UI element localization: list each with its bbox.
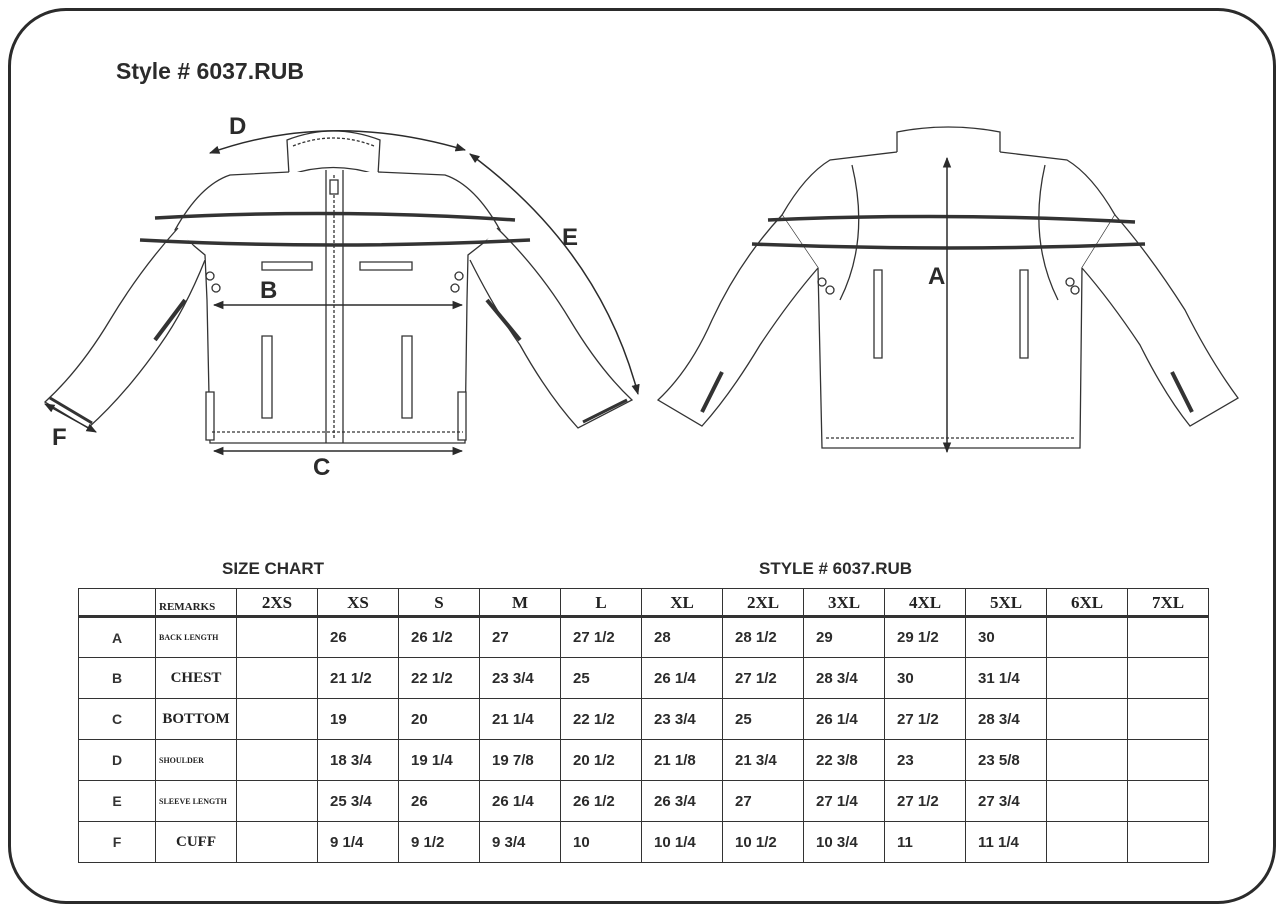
measurement-value: 26 bbox=[399, 781, 480, 822]
measurement-value: 23 bbox=[885, 740, 966, 781]
measurement-value: 30 bbox=[966, 617, 1047, 658]
label-a: A bbox=[928, 263, 946, 290]
table-row bbox=[79, 822, 1209, 863]
measurement-value bbox=[1128, 740, 1209, 781]
size-header: XS bbox=[318, 589, 399, 617]
measurement-value bbox=[237, 740, 318, 781]
measurement-value: 26 1/2 bbox=[399, 617, 480, 658]
measurement-value: 19 bbox=[318, 699, 399, 740]
measurement-value: 23 3/4 bbox=[642, 699, 723, 740]
style-title: Style # 6037.RUB bbox=[116, 58, 304, 84]
measurement-value bbox=[237, 617, 318, 658]
measurement-letter: B bbox=[79, 658, 156, 699]
measurement-letter: F bbox=[79, 822, 156, 863]
measurement-value bbox=[237, 822, 318, 863]
size-header: 3XL bbox=[804, 589, 885, 617]
measurement-value bbox=[1128, 781, 1209, 822]
size-header: L bbox=[561, 589, 642, 617]
size-header: XL bbox=[642, 589, 723, 617]
measurement-value: 28 1/2 bbox=[723, 617, 804, 658]
measurement-value: 10 bbox=[561, 822, 642, 863]
measurement-value: 9 1/2 bbox=[399, 822, 480, 863]
front-jacket bbox=[45, 131, 632, 443]
measurement-value: 26 1/4 bbox=[642, 658, 723, 699]
measurement-value: 28 3/4 bbox=[804, 658, 885, 699]
measurement-value bbox=[1047, 822, 1128, 863]
table-row bbox=[79, 617, 1209, 658]
measurement-value bbox=[1128, 699, 1209, 740]
corner-cell bbox=[79, 589, 156, 617]
measurement-value: 25 bbox=[561, 658, 642, 699]
table-row bbox=[79, 781, 1209, 822]
measurement-value: 20 1/2 bbox=[561, 740, 642, 781]
measurement-remark: BOTTOM bbox=[156, 699, 237, 740]
measurement-value: 10 1/2 bbox=[723, 822, 804, 863]
measurement-value bbox=[1047, 699, 1128, 740]
measurement-value: 27 1/2 bbox=[723, 658, 804, 699]
measurement-value: 28 bbox=[642, 617, 723, 658]
size-chart-table bbox=[78, 588, 1209, 863]
measurement-value bbox=[237, 781, 318, 822]
size-header: 2XS bbox=[237, 589, 318, 617]
measurement-letter: A bbox=[79, 617, 156, 658]
measurement-value: 23 5/8 bbox=[966, 740, 1047, 781]
measurement-value: 21 3/4 bbox=[723, 740, 804, 781]
measurement-value: 22 1/2 bbox=[399, 658, 480, 699]
label-f: F bbox=[52, 424, 67, 451]
measurement-value: 19 7/8 bbox=[480, 740, 561, 781]
measurement-value: 23 3/4 bbox=[480, 658, 561, 699]
measurement-value: 30 bbox=[885, 658, 966, 699]
measurement-value: 28 3/4 bbox=[966, 699, 1047, 740]
size-header: 2XL bbox=[723, 589, 804, 617]
measurement-value: 21 1/8 bbox=[642, 740, 723, 781]
measurement-value bbox=[1047, 658, 1128, 699]
measurement-remark: CHEST bbox=[156, 658, 237, 699]
measurement-letter: C bbox=[79, 699, 156, 740]
measurement-value: 26 1/4 bbox=[480, 781, 561, 822]
measurement-letter: D bbox=[79, 740, 156, 781]
measurement-value: 10 3/4 bbox=[804, 822, 885, 863]
measurement-value: 27 1/2 bbox=[885, 699, 966, 740]
size-header: 6XL bbox=[1047, 589, 1128, 617]
measurement-value: 26 3/4 bbox=[642, 781, 723, 822]
measurement-value bbox=[1128, 658, 1209, 699]
measurement-remark: CUFF bbox=[156, 822, 237, 863]
measurement-value: 11 1/4 bbox=[966, 822, 1047, 863]
size-header: S bbox=[399, 589, 480, 617]
measurement-value: 18 3/4 bbox=[318, 740, 399, 781]
size-header: 7XL bbox=[1128, 589, 1209, 617]
measurement-value: 20 bbox=[399, 699, 480, 740]
measurement-value bbox=[237, 699, 318, 740]
measurement-value: 9 1/4 bbox=[318, 822, 399, 863]
measurement-remark: SHOULDER bbox=[156, 740, 237, 781]
measurement-value: 21 1/4 bbox=[480, 699, 561, 740]
measurement-value: 27 3/4 bbox=[966, 781, 1047, 822]
measurement-value: 27 bbox=[480, 617, 561, 658]
measurement-value bbox=[237, 658, 318, 699]
measurement-value: 27 1/2 bbox=[885, 781, 966, 822]
label-b: B bbox=[260, 277, 278, 304]
measurement-value: 27 1/4 bbox=[804, 781, 885, 822]
measurement-value bbox=[1047, 781, 1128, 822]
size-header-row bbox=[79, 589, 1209, 617]
measurement-value: 22 3/8 bbox=[804, 740, 885, 781]
measurement-value: 31 1/4 bbox=[966, 658, 1047, 699]
label-c: C bbox=[313, 454, 331, 481]
measurement-remark: BACK LENGTH bbox=[156, 617, 237, 658]
measurement-value bbox=[1128, 617, 1209, 658]
size-header: 4XL bbox=[885, 589, 966, 617]
measurement-value bbox=[1047, 740, 1128, 781]
measurement-value: 9 3/4 bbox=[480, 822, 561, 863]
label-d: D bbox=[229, 113, 247, 140]
measurement-remark: SLEEVE LENGTH bbox=[156, 781, 237, 822]
measurement-value: 26 bbox=[318, 617, 399, 658]
measurement-value: 10 1/4 bbox=[642, 822, 723, 863]
size-header: M bbox=[480, 589, 561, 617]
measurement-letter: E bbox=[79, 781, 156, 822]
measurement-value: 21 1/2 bbox=[318, 658, 399, 699]
measurement-value bbox=[1047, 617, 1128, 658]
style-number-heading: STYLE # 6037.RUB bbox=[759, 559, 913, 578]
size-chart-body bbox=[79, 617, 1209, 863]
size-header: 5XL bbox=[966, 589, 1047, 617]
table-row bbox=[79, 699, 1209, 740]
measurement-value: 27 bbox=[723, 781, 804, 822]
measurement-value: 25 bbox=[723, 699, 804, 740]
measurement-value: 27 1/2 bbox=[561, 617, 642, 658]
measurement-value: 29 bbox=[804, 617, 885, 658]
measurement-value: 26 1/2 bbox=[561, 781, 642, 822]
measurement-value bbox=[1128, 822, 1209, 863]
measurement-value: 19 1/4 bbox=[399, 740, 480, 781]
remarks-header: REMARKS bbox=[156, 589, 237, 617]
measurement-value: 22 1/2 bbox=[561, 699, 642, 740]
table-row bbox=[79, 658, 1209, 699]
measurement-value: 25 3/4 bbox=[318, 781, 399, 822]
measurement-value: 11 bbox=[885, 822, 966, 863]
measurement-value: 26 1/4 bbox=[804, 699, 885, 740]
label-e: E bbox=[562, 224, 579, 251]
size-chart-heading: SIZE CHART bbox=[222, 559, 324, 578]
back-jacket bbox=[658, 127, 1238, 448]
table-row bbox=[79, 740, 1209, 781]
measurement-value: 29 1/2 bbox=[885, 617, 966, 658]
